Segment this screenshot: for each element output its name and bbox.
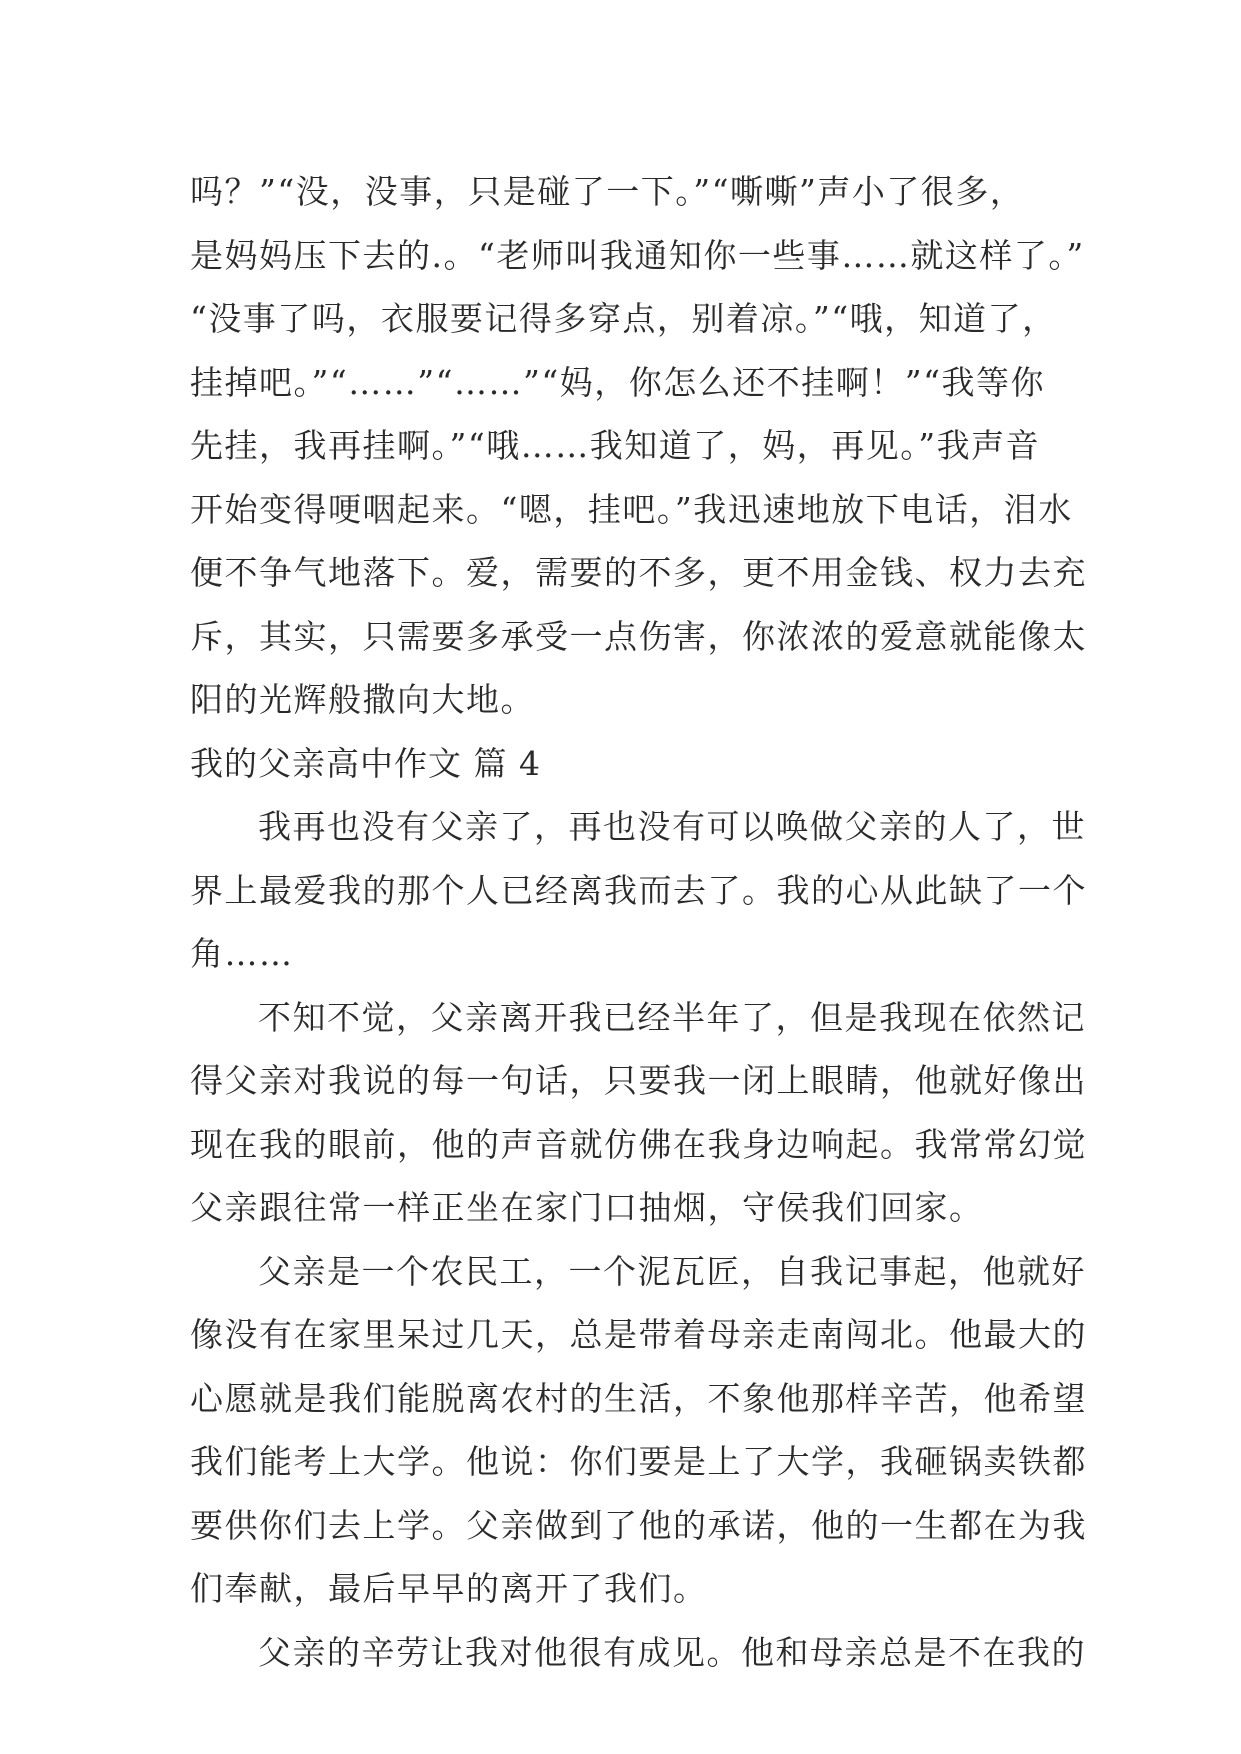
text-line: 开始变得哽咽起来。“嗯，挂吧。”我迅速地放下电话，泪水: [190, 489, 1073, 529]
text-line: 界上最爱我的那个人已经离我而去了。我的心从此缺了一个: [190, 870, 1087, 910]
text-line: 父亲是一个农民工，一个泥瓦匠，自我记事起，他就好: [258, 1251, 1086, 1291]
text-line: 阳的光辉般撒向大地。: [190, 680, 535, 719]
text-line: 要供你们去上学。父亲做到了他的承诺，他的一生都在为我: [190, 1505, 1087, 1545]
text-line: 我们能考上大学。他说：你们要是上了大学，我砸锅卖铁都: [190, 1442, 1087, 1481]
text-line: 角……: [190, 934, 294, 973]
text-line: 像没有在家里呆过几天，总是带着母亲走南闯北。他最大的: [190, 1315, 1087, 1354]
text-line: 先挂，我再挂啊。”“哦……我知道了，妈，再见。”我声音: [190, 426, 1041, 465]
paragraph-2: [190, 986, 1087, 1240]
text-line: 斥，其实，只需要多承受一点伤害，你浓浓的爱意就能像太: [190, 616, 1087, 656]
continued-paragraph: [190, 160, 1087, 732]
text-line: 不知不觉，父亲离开我已经半年了，但是我现在依然记: [258, 997, 1086, 1037]
text-line: 们奉献，最后早早的离开了我们。: [190, 1569, 708, 1608]
text-line: 心愿就是我们能脱离农村的生活，不象他那样辛苦，他希望: [190, 1378, 1087, 1418]
text-line: 便不争气地落下。爱，需要的不多，更不用金钱、权力去充: [190, 553, 1087, 592]
text-line: 现在我的眼前，他的声音就仿佛在我身边响起。我常常幻觉: [190, 1124, 1087, 1164]
text-line: 吗？”“没，没事，只是碰了一下。”“嘶嘶”声小了很多，: [190, 172, 1025, 211]
text-line: 我再也没有父亲了，再也没有可以唤做父亲的人了，世: [258, 807, 1086, 846]
text-line: 父亲的辛劳让我对他很有成见。他和母亲总是不在我的: [258, 1632, 1086, 1672]
paragraph-1: [190, 795, 1087, 986]
text-line: 得父亲对我说的每一句话，只要我一闭上眼睛，他就好像出: [190, 1061, 1087, 1100]
document-body: [190, 160, 1087, 1684]
text-line: 是妈妈压下去的.。“老师叫我通知你一些事……就这样了。”: [190, 235, 1085, 275]
text-line: 父亲跟往常一样正坐在家门口抽烟，守侯我们回家。: [190, 1188, 984, 1227]
text-line: 挂掉吧。”“……”“……”“妈，你怎么还不挂啊！”“我等你: [190, 362, 1045, 402]
paragraph-3: [190, 1240, 1087, 1621]
paragraph-4: [190, 1621, 1086, 1685]
section-heading: 我的父亲高中作文 篇 4: [190, 743, 541, 783]
text-line: “没事了吗，衣服要记得多穿点，别着凉。”“哦，知道了，: [190, 299, 1057, 338]
